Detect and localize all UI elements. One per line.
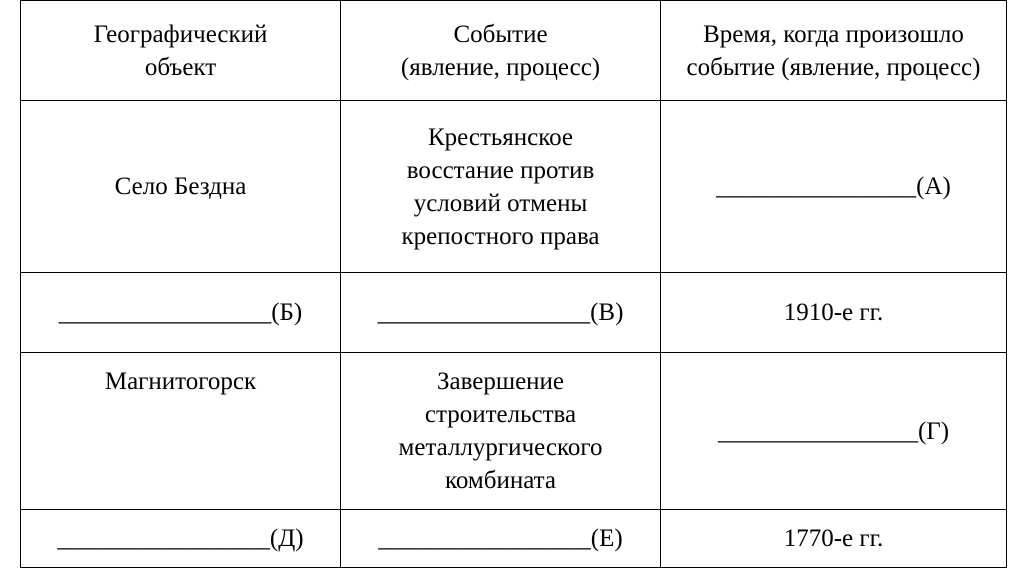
cell-text: Село Бездна [114,173,247,200]
table-cell [341,273,661,353]
table-cell [21,273,341,353]
table-header-row [21,1,1007,101]
table-cell [341,101,661,273]
task-table [20,0,1007,568]
table-cell [341,353,661,510]
table-cell [661,101,1007,273]
table-cell [341,510,661,568]
header-cell-geo-object [21,1,341,101]
cell-text: 1770-е гг. [783,525,884,552]
blank-g: ________________(Г) [717,417,950,445]
cell-text: Крестьянское восстание против условий отмены крепостного права [401,123,600,250]
cell-text: Завершение строительства металлургического комбината [398,368,603,494]
blank-v: _________________(В) [377,299,624,326]
blank-e: _________________(Е) [378,525,623,552]
table-row [21,353,1007,510]
table-cell [661,273,1007,353]
table-row [21,510,1007,568]
header-cell-time [661,1,1007,101]
header-geo-object-text: Географический объект [93,20,268,81]
header-time-text: Время, когда произошло событие (явление, процесс) [686,20,981,81]
header-event-text: Событие (явление, процесс) [400,20,601,81]
table-cell [21,101,341,273]
table-cell [21,510,341,568]
table-cell [661,353,1007,510]
table-row [21,273,1007,353]
header-cell-event [341,1,661,101]
table-cell [21,353,341,510]
blank-a: ________________(А) [716,173,951,200]
cell-text: Магнитогорск [104,368,257,395]
blank-d: _________________(Д) [57,525,304,552]
cell-text: 1910-е гг. [783,299,884,326]
table-row [21,101,1007,273]
blank-b: _________________(Б) [58,299,303,326]
table-cell [661,510,1007,568]
